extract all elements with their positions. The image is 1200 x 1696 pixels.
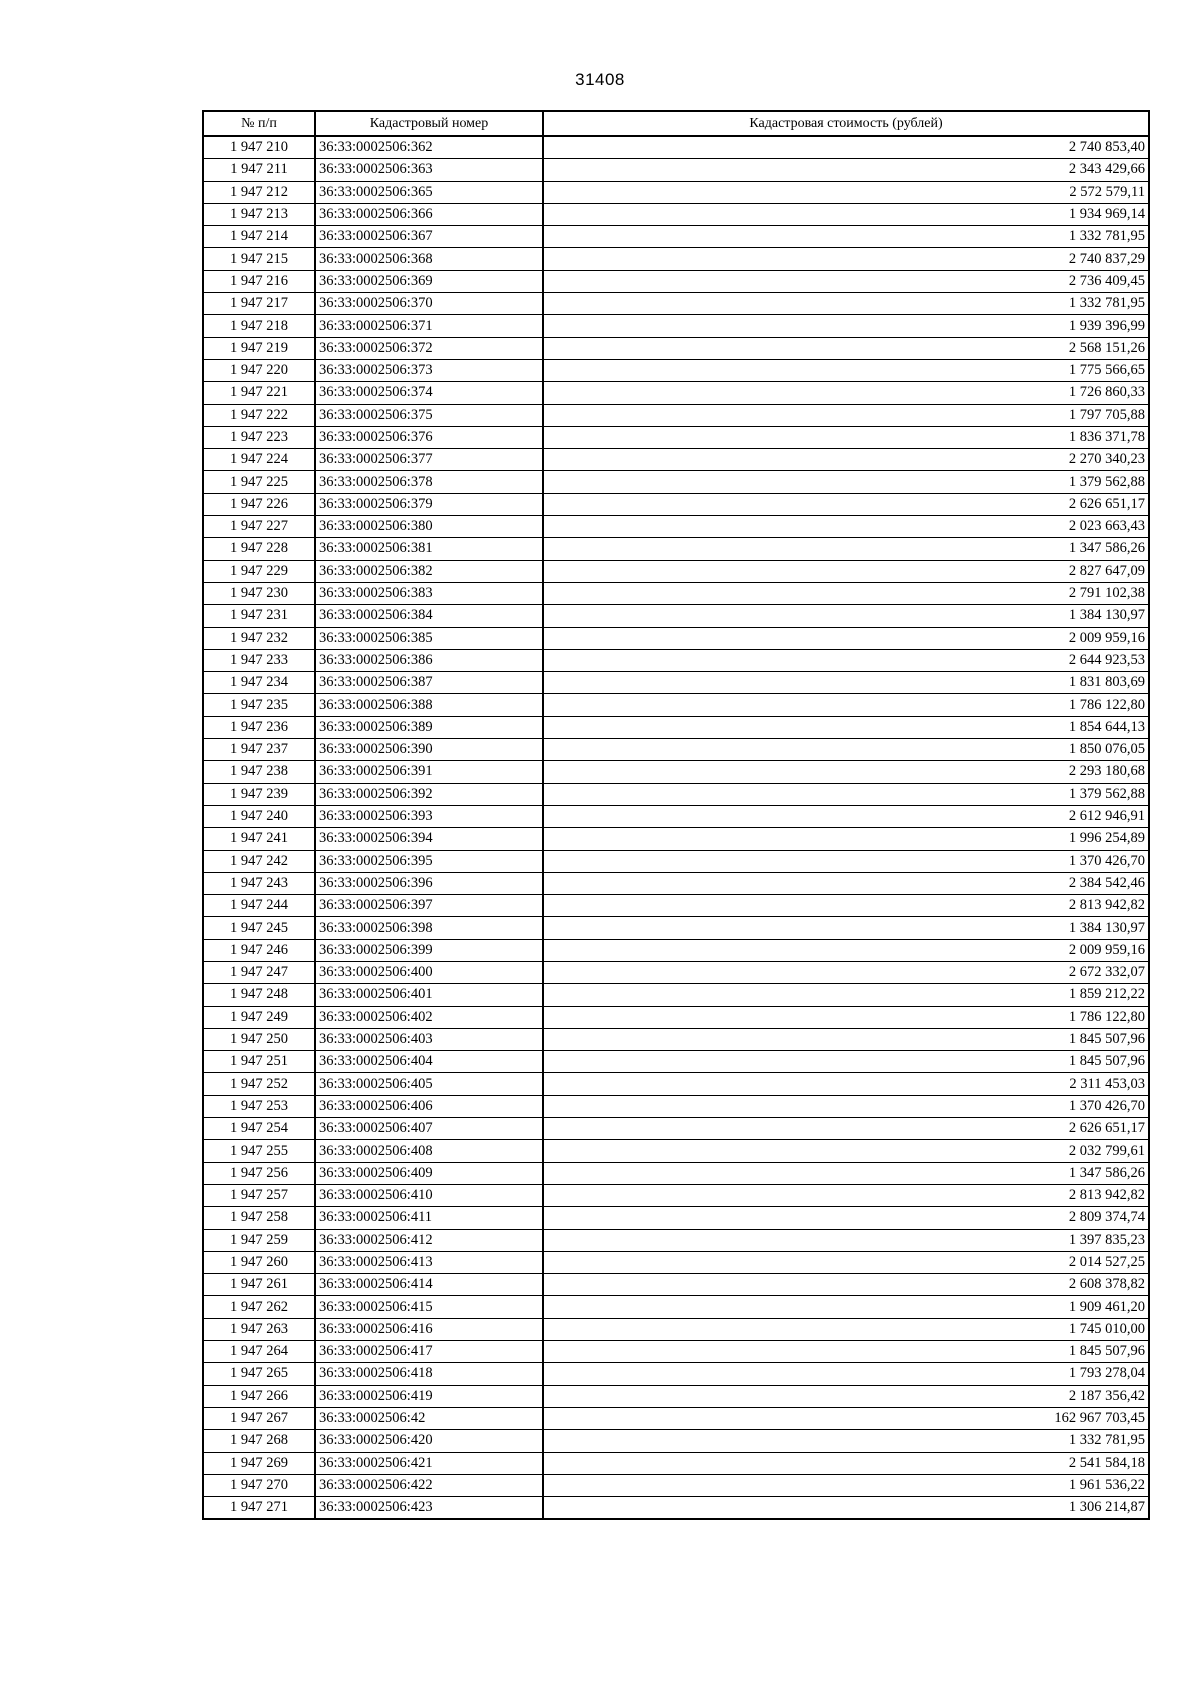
cadastral-value-cell: 1 726 860,33 [543, 382, 1149, 404]
cadastral-value-cell: 2 009 959,16 [543, 627, 1149, 649]
cadastral-value-cell: 2 270 340,23 [543, 449, 1149, 471]
cadastral-value-cell: 1 384 130,97 [543, 605, 1149, 627]
cadastral-value-cell: 1 845 507,96 [543, 1051, 1149, 1073]
table-row [203, 1274, 1149, 1296]
header-row-number: № п/п [203, 111, 315, 136]
table-row [203, 1095, 1149, 1117]
table-row [203, 716, 1149, 738]
cadastral-number-cell: 36:33:0002506:401 [315, 984, 543, 1006]
row-number-cell: 1 947 220 [203, 359, 315, 381]
table-row [203, 917, 1149, 939]
row-number-cell: 1 947 247 [203, 961, 315, 983]
table-row [203, 1318, 1149, 1340]
cadastral-number-cell: 36:33:0002506:378 [315, 471, 543, 493]
cadastral-value-table [202, 110, 1150, 1520]
cadastral-number-cell: 36:33:0002506:403 [315, 1028, 543, 1050]
table-row [203, 1385, 1149, 1407]
table-row [203, 649, 1149, 671]
cadastral-number-cell: 36:33:0002506:418 [315, 1363, 543, 1385]
table-row [203, 1162, 1149, 1184]
cadastral-number-cell: 36:33:0002506:395 [315, 850, 543, 872]
table-row [203, 337, 1149, 359]
row-number-cell: 1 947 240 [203, 805, 315, 827]
cadastral-value-cell: 1 370 426,70 [543, 850, 1149, 872]
cadastral-number-cell: 36:33:0002506:366 [315, 203, 543, 225]
row-number-cell: 1 947 216 [203, 270, 315, 292]
row-number-cell: 1 947 236 [203, 716, 315, 738]
table-row [203, 1073, 1149, 1095]
cadastral-number-cell: 36:33:0002506:416 [315, 1318, 543, 1340]
cadastral-number-cell: 36:33:0002506:402 [315, 1006, 543, 1028]
row-number-cell: 1 947 212 [203, 181, 315, 203]
table-row [203, 828, 1149, 850]
cadastral-value-cell: 1 850 076,05 [543, 739, 1149, 761]
cadastral-number-cell: 36:33:0002506:419 [315, 1385, 543, 1407]
cadastral-value-cell: 162 967 703,45 [543, 1407, 1149, 1429]
row-number-cell: 1 947 248 [203, 984, 315, 1006]
cadastral-number-cell: 36:33:0002506:420 [315, 1430, 543, 1452]
cadastral-value-cell: 2 827 647,09 [543, 560, 1149, 582]
cadastral-number-cell: 36:33:0002506:377 [315, 449, 543, 471]
table-row [203, 761, 1149, 783]
cadastral-value-cell: 2 736 409,45 [543, 270, 1149, 292]
cadastral-value-cell: 2 541 584,18 [543, 1452, 1149, 1474]
table-row [203, 1363, 1149, 1385]
table-row [203, 627, 1149, 649]
table-row [203, 939, 1149, 961]
cadastral-value-cell: 1 332 781,95 [543, 1430, 1149, 1452]
cadastral-value-cell: 2 187 356,42 [543, 1385, 1149, 1407]
cadastral-number-cell: 36:33:0002506:376 [315, 426, 543, 448]
cadastral-number-cell: 36:33:0002506:42 [315, 1407, 543, 1429]
cadastral-value-cell: 1 332 781,95 [543, 226, 1149, 248]
cadastral-value-cell: 1 939 396,99 [543, 315, 1149, 337]
table-header [203, 111, 1149, 136]
cadastral-number-cell: 36:33:0002506:396 [315, 872, 543, 894]
table-row [203, 1207, 1149, 1229]
row-number-cell: 1 947 251 [203, 1051, 315, 1073]
cadastral-value-cell: 1 845 507,96 [543, 1341, 1149, 1363]
cadastral-number-cell: 36:33:0002506:411 [315, 1207, 543, 1229]
row-number-cell: 1 947 270 [203, 1474, 315, 1496]
cadastral-value-cell: 1 775 566,65 [543, 359, 1149, 381]
table-row [203, 805, 1149, 827]
table-row [203, 359, 1149, 381]
header-row [203, 111, 1149, 136]
row-number-cell: 1 947 225 [203, 471, 315, 493]
cadastral-number-cell: 36:33:0002506:410 [315, 1184, 543, 1206]
cadastral-value-cell: 2 568 151,26 [543, 337, 1149, 359]
row-number-cell: 1 947 245 [203, 917, 315, 939]
cadastral-value-cell: 2 813 942,82 [543, 1184, 1149, 1206]
header-cadastral-value: Кадастровая стоимость (рублей) [543, 111, 1149, 136]
cadastral-number-cell: 36:33:0002506:398 [315, 917, 543, 939]
table-row [203, 1452, 1149, 1474]
cadastral-value-cell: 1 379 562,88 [543, 783, 1149, 805]
row-number-cell: 1 947 231 [203, 605, 315, 627]
cadastral-value-cell: 2 608 378,82 [543, 1274, 1149, 1296]
row-number-cell: 1 947 256 [203, 1162, 315, 1184]
table-row [203, 1051, 1149, 1073]
cadastral-value-cell: 1 961 536,22 [543, 1474, 1149, 1496]
row-number-cell: 1 947 215 [203, 248, 315, 270]
table-row [203, 1296, 1149, 1318]
cadastral-number-cell: 36:33:0002506:382 [315, 560, 543, 582]
cadastral-number-cell: 36:33:0002506:400 [315, 961, 543, 983]
row-number-cell: 1 947 233 [203, 649, 315, 671]
cadastral-value-cell: 1 384 130,97 [543, 917, 1149, 939]
row-number-cell: 1 947 246 [203, 939, 315, 961]
table-row [203, 315, 1149, 337]
cadastral-number-cell: 36:33:0002506:393 [315, 805, 543, 827]
cadastral-number-cell: 36:33:0002506:362 [315, 136, 543, 159]
cadastral-value-cell: 1 786 122,80 [543, 694, 1149, 716]
table-row [203, 382, 1149, 404]
row-number-cell: 1 947 243 [203, 872, 315, 894]
table-row [203, 694, 1149, 716]
row-number-cell: 1 947 253 [203, 1095, 315, 1117]
table-row [203, 850, 1149, 872]
table-row [203, 159, 1149, 181]
cadastral-number-cell: 36:33:0002506:385 [315, 627, 543, 649]
row-number-cell: 1 947 271 [203, 1497, 315, 1520]
cadastral-value-cell: 2 311 453,03 [543, 1073, 1149, 1095]
row-number-cell: 1 947 211 [203, 159, 315, 181]
table-row [203, 493, 1149, 515]
row-number-cell: 1 947 266 [203, 1385, 315, 1407]
table-row [203, 516, 1149, 538]
row-number-cell: 1 947 249 [203, 1006, 315, 1028]
cadastral-number-cell: 36:33:0002506:391 [315, 761, 543, 783]
row-number-cell: 1 947 214 [203, 226, 315, 248]
table-row [203, 449, 1149, 471]
cadastral-value-cell: 2 791 102,38 [543, 582, 1149, 604]
cadastral-value-cell: 2 014 527,25 [543, 1251, 1149, 1273]
cadastral-number-cell: 36:33:0002506:412 [315, 1229, 543, 1251]
cadastral-value-cell: 1 347 586,26 [543, 1162, 1149, 1184]
cadastral-value-cell: 1 859 212,22 [543, 984, 1149, 1006]
row-number-cell: 1 947 224 [203, 449, 315, 471]
row-number-cell: 1 947 250 [203, 1028, 315, 1050]
cadastral-number-cell: 36:33:0002506:390 [315, 739, 543, 761]
cadastral-number-cell: 36:33:0002506:375 [315, 404, 543, 426]
row-number-cell: 1 947 267 [203, 1407, 315, 1429]
cadastral-number-cell: 36:33:0002506:399 [315, 939, 543, 961]
row-number-cell: 1 947 230 [203, 582, 315, 604]
row-number-cell: 1 947 269 [203, 1452, 315, 1474]
table-row [203, 984, 1149, 1006]
cadastral-number-cell: 36:33:0002506:397 [315, 895, 543, 917]
table-row [203, 1184, 1149, 1206]
cadastral-value-cell: 2 626 651,17 [543, 1118, 1149, 1140]
table-body [203, 136, 1149, 1519]
table-row [203, 872, 1149, 894]
cadastral-number-cell: 36:33:0002506:383 [315, 582, 543, 604]
cadastral-number-cell: 36:33:0002506:421 [315, 1452, 543, 1474]
cadastral-number-cell: 36:33:0002506:387 [315, 672, 543, 694]
row-number-cell: 1 947 262 [203, 1296, 315, 1318]
cadastral-value-cell: 1 845 507,96 [543, 1028, 1149, 1050]
row-number-cell: 1 947 228 [203, 538, 315, 560]
cadastral-value-cell: 2 343 429,66 [543, 159, 1149, 181]
table-row [203, 1497, 1149, 1520]
cadastral-value-cell: 2 644 923,53 [543, 649, 1149, 671]
cadastral-number-cell: 36:33:0002506:384 [315, 605, 543, 627]
cadastral-number-cell: 36:33:0002506:423 [315, 1497, 543, 1520]
table-row [203, 538, 1149, 560]
cadastral-number-cell: 36:33:0002506:379 [315, 493, 543, 515]
cadastral-number-cell: 36:33:0002506:368 [315, 248, 543, 270]
row-number-cell: 1 947 232 [203, 627, 315, 649]
cadastral-value-cell: 1 745 010,00 [543, 1318, 1149, 1340]
cadastral-value-cell: 1 797 705,88 [543, 404, 1149, 426]
table-row [203, 248, 1149, 270]
row-number-cell: 1 947 221 [203, 382, 315, 404]
cadastral-value-cell: 1 347 586,26 [543, 538, 1149, 560]
row-number-cell: 1 947 268 [203, 1430, 315, 1452]
table-row [203, 1474, 1149, 1496]
cadastral-value-cell: 1 996 254,89 [543, 828, 1149, 850]
row-number-cell: 1 947 259 [203, 1229, 315, 1251]
table-row [203, 1407, 1149, 1429]
cadastral-number-cell: 36:33:0002506:408 [315, 1140, 543, 1162]
cadastral-number-cell: 36:33:0002506:394 [315, 828, 543, 850]
cadastral-value-cell: 2 740 837,29 [543, 248, 1149, 270]
row-number-cell: 1 947 257 [203, 1184, 315, 1206]
header-cadastral-number: Кадастровый номер [315, 111, 543, 136]
table-row [203, 1430, 1149, 1452]
cadastral-value-cell: 1 379 562,88 [543, 471, 1149, 493]
table-row [203, 582, 1149, 604]
cadastral-number-cell: 36:33:0002506:389 [315, 716, 543, 738]
cadastral-value-cell: 1 370 426,70 [543, 1095, 1149, 1117]
cadastral-number-cell: 36:33:0002506:363 [315, 159, 543, 181]
cadastral-value-cell: 2 672 332,07 [543, 961, 1149, 983]
row-number-cell: 1 947 265 [203, 1363, 315, 1385]
cadastral-number-cell: 36:33:0002506:380 [315, 516, 543, 538]
cadastral-number-cell: 36:33:0002506:404 [315, 1051, 543, 1073]
table-row [203, 404, 1149, 426]
table-row [203, 1140, 1149, 1162]
table-row [203, 270, 1149, 292]
cadastral-value-cell: 2 740 853,40 [543, 136, 1149, 159]
table-row [203, 471, 1149, 493]
table-row [203, 783, 1149, 805]
table-row [203, 1251, 1149, 1273]
cadastral-value-cell: 2 032 799,61 [543, 1140, 1149, 1162]
cadastral-number-cell: 36:33:0002506:405 [315, 1073, 543, 1095]
cadastral-number-cell: 36:33:0002506:370 [315, 293, 543, 315]
cadastral-number-cell: 36:33:0002506:413 [315, 1251, 543, 1273]
cadastral-number-cell: 36:33:0002506:369 [315, 270, 543, 292]
table-row [203, 560, 1149, 582]
cadastral-value-cell: 1 934 969,14 [543, 203, 1149, 225]
cadastral-value-cell: 1 831 803,69 [543, 672, 1149, 694]
row-number-cell: 1 947 222 [203, 404, 315, 426]
row-number-cell: 1 947 260 [203, 1251, 315, 1273]
row-number-cell: 1 947 226 [203, 493, 315, 515]
table-row [203, 1028, 1149, 1050]
cadastral-value-cell: 2 009 959,16 [543, 939, 1149, 961]
cadastral-number-cell: 36:33:0002506:388 [315, 694, 543, 716]
row-number-cell: 1 947 238 [203, 761, 315, 783]
cadastral-number-cell: 36:33:0002506:414 [315, 1274, 543, 1296]
cadastral-number-cell: 36:33:0002506:367 [315, 226, 543, 248]
cadastral-value-cell: 2 626 651,17 [543, 493, 1149, 515]
table-row [203, 293, 1149, 315]
cadastral-number-cell: 36:33:0002506:371 [315, 315, 543, 337]
row-number-cell: 1 947 264 [203, 1341, 315, 1363]
cadastral-value-cell: 2 572 579,11 [543, 181, 1149, 203]
cadastral-number-cell: 36:33:0002506:407 [315, 1118, 543, 1140]
cadastral-value-cell: 1 793 278,04 [543, 1363, 1149, 1385]
cadastral-number-cell: 36:33:0002506:372 [315, 337, 543, 359]
cadastral-number-cell: 36:33:0002506:392 [315, 783, 543, 805]
cadastral-value-cell: 1 306 214,87 [543, 1497, 1149, 1520]
row-number-cell: 1 947 261 [203, 1274, 315, 1296]
row-number-cell: 1 947 229 [203, 560, 315, 582]
table-row [203, 1006, 1149, 1028]
cadastral-value-cell: 2 384 542,46 [543, 872, 1149, 894]
cadastral-number-cell: 36:33:0002506:365 [315, 181, 543, 203]
row-number-cell: 1 947 258 [203, 1207, 315, 1229]
row-number-cell: 1 947 255 [203, 1140, 315, 1162]
row-number-cell: 1 947 210 [203, 136, 315, 159]
cadastral-value-cell: 1 332 781,95 [543, 293, 1149, 315]
cadastral-number-cell: 36:33:0002506:386 [315, 649, 543, 671]
row-number-cell: 1 947 213 [203, 203, 315, 225]
table-row [203, 672, 1149, 694]
cadastral-number-cell: 36:33:0002506:374 [315, 382, 543, 404]
table-row [203, 426, 1149, 448]
page-number: 31408 [575, 70, 625, 89]
table-row [203, 739, 1149, 761]
cadastral-value-cell: 2 612 946,91 [543, 805, 1149, 827]
table-row [203, 895, 1149, 917]
row-number-cell: 1 947 223 [203, 426, 315, 448]
cadastral-number-cell: 36:33:0002506:381 [315, 538, 543, 560]
table-row [203, 226, 1149, 248]
cadastral-number-cell: 36:33:0002506:409 [315, 1162, 543, 1184]
table-row [203, 605, 1149, 627]
row-number-cell: 1 947 218 [203, 315, 315, 337]
cadastral-value-cell: 2 809 374,74 [543, 1207, 1149, 1229]
row-number-cell: 1 947 241 [203, 828, 315, 850]
table-row [203, 1229, 1149, 1251]
row-number-cell: 1 947 235 [203, 694, 315, 716]
table-row [203, 961, 1149, 983]
row-number-cell: 1 947 217 [203, 293, 315, 315]
cadastral-number-cell: 36:33:0002506:415 [315, 1296, 543, 1318]
cadastral-value-cell: 1 836 371,78 [543, 426, 1149, 448]
cadastral-value-cell: 2 813 942,82 [543, 895, 1149, 917]
row-number-cell: 1 947 239 [203, 783, 315, 805]
cadastral-value-cell: 2 023 663,43 [543, 516, 1149, 538]
row-number-cell: 1 947 252 [203, 1073, 315, 1095]
cadastral-number-cell: 36:33:0002506:373 [315, 359, 543, 381]
cadastral-value-cell: 1 786 122,80 [543, 1006, 1149, 1028]
table-row [203, 203, 1149, 225]
cadastral-number-cell: 36:33:0002506:422 [315, 1474, 543, 1496]
table-row [203, 181, 1149, 203]
cadastral-number-cell: 36:33:0002506:406 [315, 1095, 543, 1117]
table-row [203, 1341, 1149, 1363]
row-number-cell: 1 947 234 [203, 672, 315, 694]
cadastral-value-cell: 1 854 644,13 [543, 716, 1149, 738]
row-number-cell: 1 947 237 [203, 739, 315, 761]
cadastral-value-cell: 2 293 180,68 [543, 761, 1149, 783]
cadastral-value-cell: 1 909 461,20 [543, 1296, 1149, 1318]
row-number-cell: 1 947 242 [203, 850, 315, 872]
row-number-cell: 1 947 227 [203, 516, 315, 538]
row-number-cell: 1 947 254 [203, 1118, 315, 1140]
row-number-cell: 1 947 219 [203, 337, 315, 359]
cadastral-value-cell: 1 397 835,23 [543, 1229, 1149, 1251]
table-row [203, 136, 1149, 159]
cadastral-number-cell: 36:33:0002506:417 [315, 1341, 543, 1363]
row-number-cell: 1 947 263 [203, 1318, 315, 1340]
table-row [203, 1118, 1149, 1140]
row-number-cell: 1 947 244 [203, 895, 315, 917]
